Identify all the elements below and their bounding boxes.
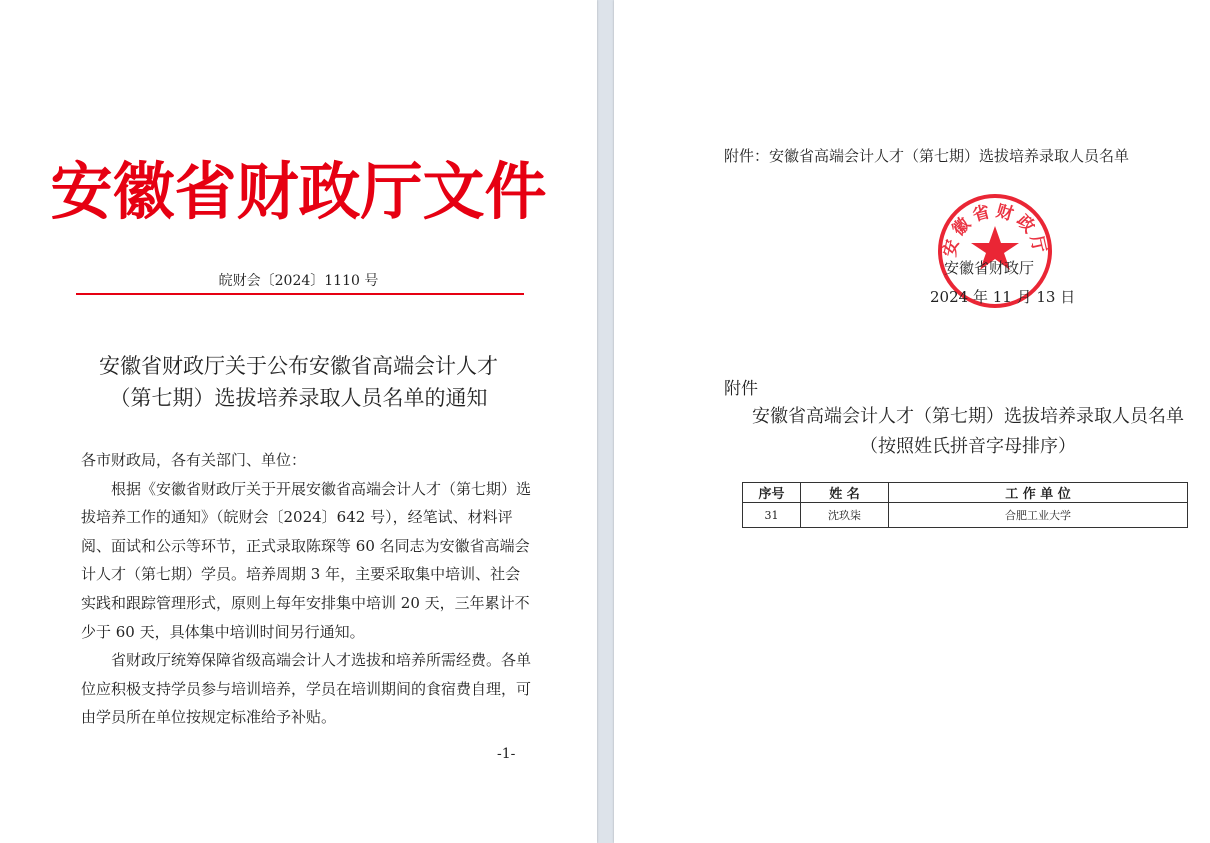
page-number: -1- [497, 746, 516, 762]
roster-table [742, 482, 1188, 528]
notice-title-line-2: （第七期）选拔培养录取人员名单的通知 [109, 386, 488, 410]
cell-serial: 31 [743, 503, 801, 528]
table-row [743, 503, 1188, 528]
header-serial: 序号 [743, 483, 801, 503]
salutation: 各市财政局，各有关部门、单位： [81, 451, 307, 469]
issue-date: 2024 年 11 月 13 日 [930, 288, 1076, 306]
issuer-name: 安徽省财政厅 [944, 259, 1035, 277]
notice-body [81, 446, 531, 732]
roster-title-subtitle: （按照姓氏拼音字母排序） [860, 436, 1076, 457]
notice-title [60, 350, 537, 414]
document-page-1 [0, 0, 597, 843]
body-paragraph-2: 省财政厅统筹保障省级高端会计人才选拔和培养所需经费。各单位应积极支持学员参与培训培养，学员在培训期间的食宿费自理，可由学员所在单位按规定标准给予补贴。 [81, 651, 532, 727]
roster-header-row [743, 483, 1188, 503]
document-number: 皖财会〔2024〕1110 号 [218, 273, 379, 289]
header-workplace: 工 作 单 位 [889, 483, 1188, 503]
attachment-label: 附件 [724, 379, 758, 399]
roster-title-main: 安徽省高端会计人才（第七期）选拔培养录取人员名单 [752, 406, 1184, 427]
notice-title-line-1: 安徽省财政厅关于公布安徽省高端会计人才 [99, 354, 498, 378]
cell-name: 沈玖柒 [801, 503, 889, 528]
svg-text:安徽省财政厅: 安徽省财政厅 [940, 201, 1050, 259]
red-header-title: 安徽省财政厅文件 [50, 155, 547, 228]
attachment-reference-line: 附件：安徽省高端会计人才（第七期）选拔培养录取人员名单 [724, 147, 1130, 165]
cell-workplace: 合肥工业大学 [889, 503, 1188, 528]
red-divider-line [76, 293, 524, 295]
roster-title [724, 402, 1210, 462]
header-name: 姓 名 [801, 483, 889, 503]
body-paragraph-1: 根据《安徽省财政厅关于开展安徽省高端会计人才（第七期）选拔培养工作的通知》（皖财会〔2024〕642 号），经笔试、材料评阅、面试和公示等环节，正式录取陈琛等 60 名同志为安徽省高端会计人才（第七期）学员。培养周期 3 年，主要采取集中培训、社会实践和跟踪管理形式，原则上每年安排集中培训 20 天，三年累计不少于 60 天，具体集中培训时间另行通知。 [81, 479, 532, 641]
document-page-2 [614, 0, 1210, 843]
